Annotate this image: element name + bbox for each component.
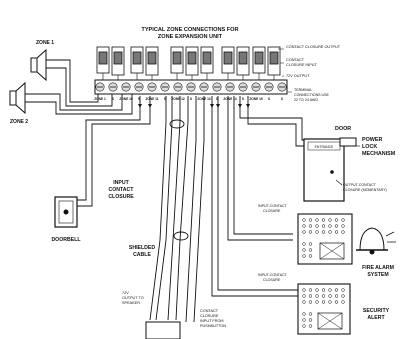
terminal-label: ZONE 11 [145, 97, 159, 101]
terminal-label: S [189, 97, 193, 101]
door-output-2: CLOSURE (MOMENTARY) [343, 188, 387, 192]
door-output-1: OUTPUT-CONTACT [343, 183, 376, 187]
pushbutton-4: PUSHBUTTON [200, 324, 227, 328]
zone2-speaker-icon [10, 83, 25, 113]
callout-contact-closure-input-2: CLOSURE INPUT [286, 63, 317, 67]
terminal-label: S [111, 97, 115, 101]
output-speaker-1: 72V [122, 291, 129, 295]
terminal-label: S [137, 97, 141, 101]
terminal-label: S [280, 97, 284, 101]
terminal-label: ZONE 12 [171, 97, 185, 101]
shielded-cable-1: SHIELDED [128, 245, 156, 251]
door-entrance: ENTRANCE [314, 145, 334, 149]
terminal-label: ZONE 1 [94, 97, 106, 101]
pushbutton-3: INPUT FROM [200, 319, 224, 323]
lock-3: MECHANISM [362, 151, 396, 157]
terminal-label: S [215, 97, 219, 101]
fire-alarm-panel-icon [298, 214, 352, 264]
terminal-strip [95, 80, 287, 94]
terminal-label: ZONE 15 [249, 97, 263, 101]
output-speaker-3: SPEAKER [122, 301, 140, 305]
pushbutton-1: CONTACT [200, 309, 219, 313]
terminal-label: S [241, 97, 245, 101]
zone1-label: ZONE 1 [36, 40, 55, 46]
callout-72v-output: 72V OUTPUT [286, 74, 310, 78]
pushbutton-2: CLOSURE [200, 314, 219, 318]
security-input-1: INPUT-CONTACT [258, 273, 287, 277]
input-contact-closure-1: INPUT [113, 180, 129, 186]
lock-1: POWER [362, 137, 383, 143]
fire-name-2: SYSTEM [367, 272, 389, 278]
fire-input-1: INPUT-CONTACT [258, 204, 287, 208]
callout-terminal-2: CONNECTIONS USE [294, 93, 329, 97]
terminal-label: ZONE 14 [223, 97, 237, 101]
security-panel-icon [298, 284, 350, 334]
lock-2: LOCK [362, 144, 378, 150]
terminal-label: ZONE 10 [119, 97, 133, 101]
shielded-cable-2: CABLE [133, 252, 151, 258]
zone1-speaker-icon [31, 50, 46, 80]
callout-contact-closure-input-1: CONTACT [286, 58, 305, 62]
callout-contact-closure-output: CONTACT CLOSURE OUTPUT [286, 45, 341, 49]
terminal-label: S [163, 97, 167, 101]
terminal-label: S [267, 97, 271, 101]
relay-modules [97, 47, 280, 75]
input-contact-closure-2: CONTACT [108, 187, 134, 193]
security-name-2: ALERT [367, 315, 385, 321]
input-contact-closure-3: CLOSURE [108, 194, 134, 200]
output-speaker-2: OUTPUT TO [122, 296, 144, 300]
fire-name-1: FIRE ALARM [362, 265, 394, 271]
pushbutton-icon [146, 322, 180, 339]
shielded-cable-wires [150, 96, 188, 320]
door-label: DOOR [335, 126, 352, 132]
title-line-1: TYPICAL ZONE CONNECTIONS FOR [141, 27, 239, 33]
security-input-2: CLOSURE [263, 278, 281, 282]
fire-input-2: CLOSURE [263, 209, 281, 213]
title-line-2: ZONE EXPANSION UNIT [157, 34, 223, 40]
fire-bell-icon [356, 228, 396, 254]
callout-terminal-1: TERMINAL [294, 88, 313, 92]
callout-terminal-3: 22 TO 24 AWG [294, 98, 319, 102]
doorbell-icon [55, 197, 77, 227]
zone2-label: ZONE 2 [10, 119, 29, 125]
security-name-1: SECURITY [362, 308, 390, 314]
terminal-label: ZONE 13 [197, 97, 211, 101]
doorbell-label: DOORBELL [51, 237, 81, 243]
